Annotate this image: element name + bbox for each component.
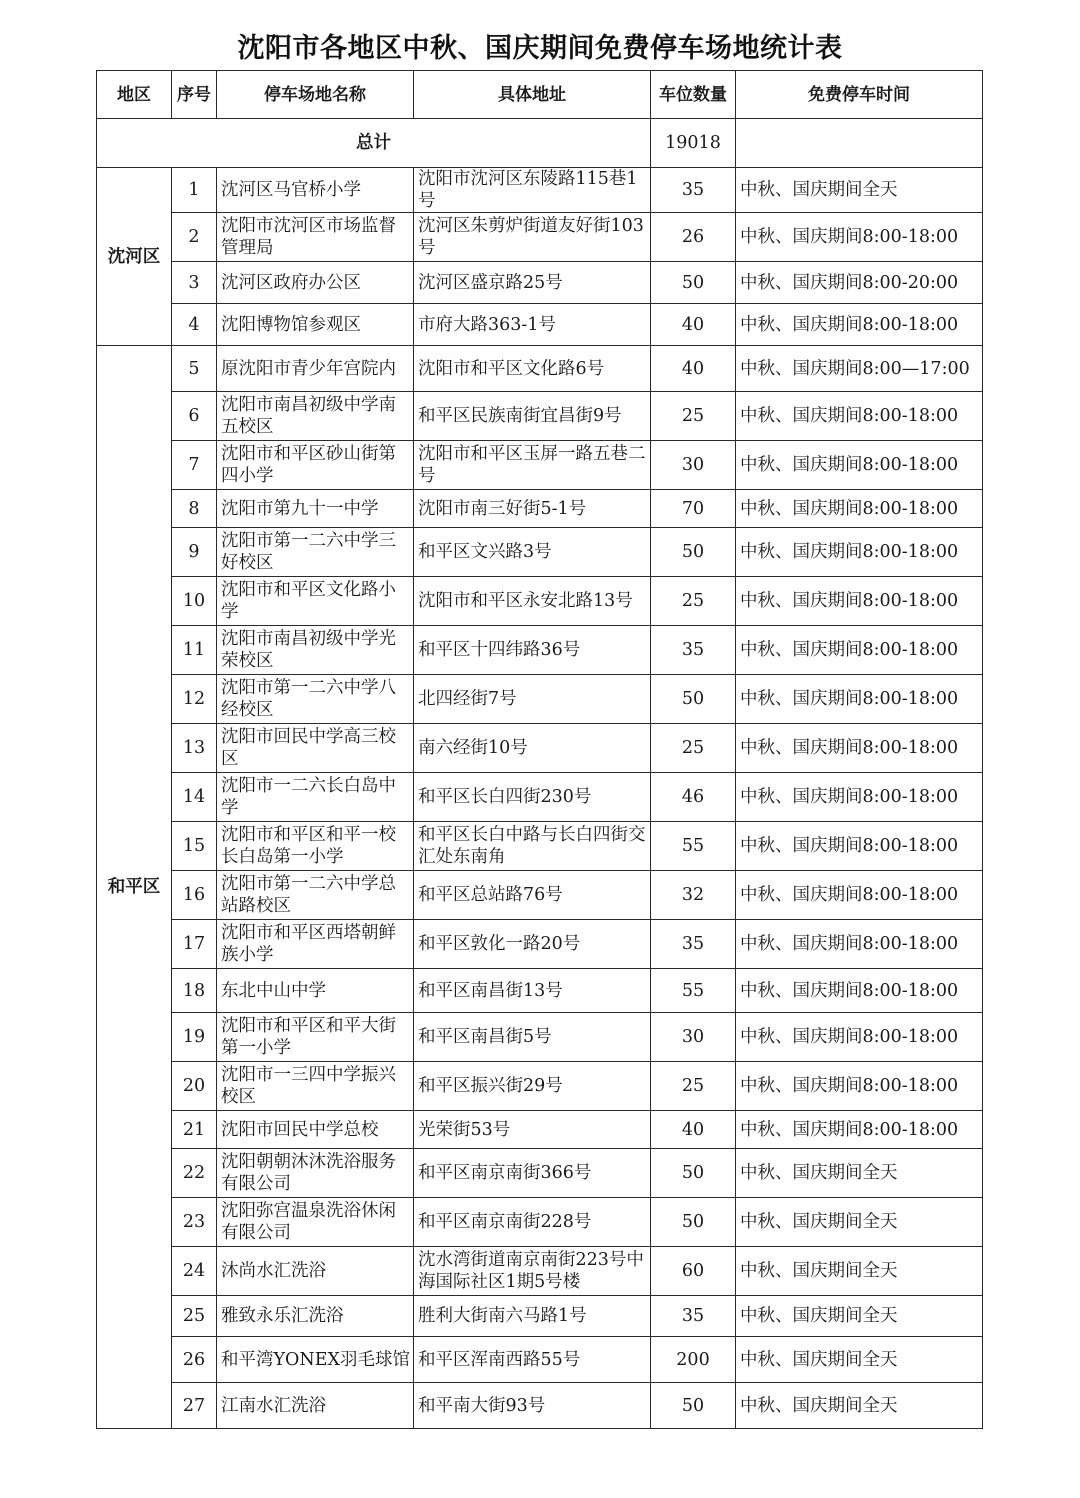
table-row (97, 528, 983, 577)
spaces-cell: 40 (651, 304, 736, 346)
spaces-cell: 55 (651, 969, 736, 1013)
name-cell: 沈阳朝朝沐沐洗浴服务有限公司 (217, 1149, 414, 1198)
address-cell: 和平区南昌街5号 (414, 1013, 651, 1062)
spaces-cell: 50 (651, 528, 736, 577)
address-cell: 沈阳市南三好街5-1号 (414, 490, 651, 528)
col-header-spaces: 车位数量 (651, 71, 736, 119)
address-cell: 和平区民族南街宜昌街9号 (414, 392, 651, 441)
seq-cell: 3 (172, 262, 217, 304)
time-cell: 中秋、国庆期间全天 (736, 168, 983, 213)
seq-cell: 17 (172, 920, 217, 969)
time-cell: 中秋、国庆期间8:00-18:00 (736, 528, 983, 577)
spaces-cell: 25 (651, 577, 736, 626)
address-cell: 和平区振兴街29号 (414, 1062, 651, 1111)
page-title: 沈阳市各地区中秋、国庆期间免费停车场地统计表 (237, 33, 843, 64)
name-cell: 沈阳市和平区西塔朝鲜族小学 (217, 920, 414, 969)
name-cell: 沈阳市第一二六中学三好校区 (217, 528, 414, 577)
seq-cell: 25 (172, 1296, 217, 1337)
seq-cell: 27 (172, 1383, 217, 1429)
time-cell: 中秋、国庆期间8:00-18:00 (736, 1111, 983, 1149)
time-cell: 中秋、国庆期间全天 (736, 1296, 983, 1337)
name-cell: 沈阳市和平区和平大街第一小学 (217, 1013, 414, 1062)
table-row (97, 1383, 983, 1429)
table-row (97, 577, 983, 626)
table-row (97, 969, 983, 1013)
table-row (97, 1337, 983, 1383)
address-cell: 北四经街7号 (414, 675, 651, 724)
address-cell: 沈河区盛京路25号 (414, 262, 651, 304)
address-cell: 和平区南京南街228号 (414, 1198, 651, 1247)
time-cell: 中秋、国庆期间8:00-18:00 (736, 675, 983, 724)
seq-cell: 6 (172, 392, 217, 441)
time-cell: 中秋、国庆期间全天 (736, 1383, 983, 1429)
spaces-cell: 50 (651, 675, 736, 724)
address-cell: 和平区南昌街13号 (414, 969, 651, 1013)
table-row (97, 920, 983, 969)
parking-table (96, 70, 983, 1429)
spaces-cell: 40 (651, 1111, 736, 1149)
time-cell: 中秋、国庆期间全天 (736, 1149, 983, 1198)
address-cell: 沈阳市沈河区东陵路115巷1号 (414, 168, 651, 213)
spaces-cell: 30 (651, 441, 736, 490)
table-row (97, 773, 983, 822)
spaces-cell: 60 (651, 1247, 736, 1296)
time-cell: 中秋、国庆期间8:00-18:00 (736, 724, 983, 773)
table-row (97, 724, 983, 773)
seq-cell: 7 (172, 441, 217, 490)
name-cell: 沐尚水汇洗浴 (217, 1247, 414, 1296)
address-cell: 胜利大街南六马路1号 (414, 1296, 651, 1337)
name-cell: 沈阳弥宫温泉洗浴休闲有限公司 (217, 1198, 414, 1247)
seq-cell: 19 (172, 1013, 217, 1062)
seq-cell: 2 (172, 213, 217, 262)
name-cell: 沈阳市和平区文化路小学 (217, 577, 414, 626)
time-cell: 中秋、国庆期间8:00-18:00 (736, 392, 983, 441)
col-header-address: 具体地址 (414, 71, 651, 119)
name-cell: 沈阳市第九十一中学 (217, 490, 414, 528)
seq-cell: 10 (172, 577, 217, 626)
name-cell: 沈阳博物馆参观区 (217, 304, 414, 346)
address-cell: 和平区长白中路与长白四街交汇处东南角 (414, 822, 651, 871)
seq-cell: 8 (172, 490, 217, 528)
table-row (97, 1296, 983, 1337)
name-cell: 江南水汇洗浴 (217, 1383, 414, 1429)
spaces-cell: 35 (651, 626, 736, 675)
table-row (97, 213, 983, 262)
address-cell: 市府大路363-1号 (414, 304, 651, 346)
spaces-cell: 25 (651, 1062, 736, 1111)
seq-cell: 16 (172, 871, 217, 920)
table-row (97, 822, 983, 871)
header-row (97, 71, 983, 119)
time-cell: 中秋、国庆期间8:00-18:00 (736, 490, 983, 528)
name-cell: 和平湾YONEX羽毛球馆 (217, 1337, 414, 1383)
spaces-cell: 50 (651, 1198, 736, 1247)
col-header-name: 停车场地名称 (217, 71, 414, 119)
table-row (97, 1062, 983, 1111)
total-row (97, 119, 983, 168)
name-cell: 沈阳市第一二六中学八经校区 (217, 675, 414, 724)
spaces-cell: 30 (651, 1013, 736, 1062)
address-cell: 和平南大街93号 (414, 1383, 651, 1429)
time-cell: 中秋、国庆期间8:00-20:00 (736, 262, 983, 304)
table-row (97, 346, 983, 392)
spaces-cell: 50 (651, 1149, 736, 1198)
time-cell: 中秋、国庆期间8:00-18:00 (736, 969, 983, 1013)
address-cell: 沈河区朱剪炉街道友好街103号 (414, 213, 651, 262)
total-label: 总计 (97, 119, 651, 168)
spaces-cell: 46 (651, 773, 736, 822)
seq-cell: 5 (172, 346, 217, 392)
name-cell: 沈河区马官桥小学 (217, 168, 414, 213)
time-cell: 中秋、国庆期间8:00-18:00 (736, 822, 983, 871)
table-row (97, 441, 983, 490)
name-cell: 沈阳市第一二六中学总站路校区 (217, 871, 414, 920)
address-cell: 南六经街10号 (414, 724, 651, 773)
time-cell: 中秋、国庆期间全天 (736, 1198, 983, 1247)
address-cell: 光荣街53号 (414, 1111, 651, 1149)
seq-cell: 26 (172, 1337, 217, 1383)
address-cell: 和平区总站路76号 (414, 871, 651, 920)
seq-cell: 21 (172, 1111, 217, 1149)
time-cell: 中秋、国庆期间全天 (736, 1247, 983, 1296)
spaces-cell: 26 (651, 213, 736, 262)
table-row (97, 1247, 983, 1296)
name-cell: 沈阳市沈河区市场监督管理局 (217, 213, 414, 262)
address-cell: 和平区南京南街366号 (414, 1149, 651, 1198)
time-cell: 中秋、国庆期间8:00-18:00 (736, 1062, 983, 1111)
table-row (97, 490, 983, 528)
table-row (97, 626, 983, 675)
table-row (97, 304, 983, 346)
address-cell: 和平区十四纬路36号 (414, 626, 651, 675)
name-cell: 雅致永乐汇洗浴 (217, 1296, 414, 1337)
time-cell: 中秋、国庆期间8:00-18:00 (736, 304, 983, 346)
total-empty-cell (736, 119, 983, 168)
spaces-cell: 35 (651, 920, 736, 969)
seq-cell: 20 (172, 1062, 217, 1111)
name-cell: 沈河区政府办公区 (217, 262, 414, 304)
name-cell: 东北中山中学 (217, 969, 414, 1013)
name-cell: 沈阳市回民中学总校 (217, 1111, 414, 1149)
table-row (97, 1111, 983, 1149)
time-cell: 中秋、国庆期间全天 (736, 1337, 983, 1383)
col-header-seq: 序号 (172, 71, 217, 119)
col-header-region: 地区 (97, 71, 172, 119)
spaces-cell: 35 (651, 168, 736, 213)
seq-cell: 22 (172, 1149, 217, 1198)
spaces-cell: 35 (651, 1296, 736, 1337)
table-row (97, 1149, 983, 1198)
table-row (97, 392, 983, 441)
spaces-cell: 50 (651, 1383, 736, 1429)
seq-cell: 18 (172, 969, 217, 1013)
address-cell: 和平区长白四街230号 (414, 773, 651, 822)
table-row (97, 1013, 983, 1062)
spaces-cell: 25 (651, 724, 736, 773)
seq-cell: 1 (172, 168, 217, 213)
address-cell: 和平区文兴路3号 (414, 528, 651, 577)
seq-cell: 13 (172, 724, 217, 773)
time-cell: 中秋、国庆期间8:00-18:00 (736, 1013, 983, 1062)
spaces-cell: 200 (651, 1337, 736, 1383)
spaces-cell: 32 (651, 871, 736, 920)
time-cell: 中秋、国庆期间8:00—17:00 (736, 346, 983, 392)
address-cell: 沈阳市和平区文化路6号 (414, 346, 651, 392)
seq-cell: 15 (172, 822, 217, 871)
time-cell: 中秋、国庆期间8:00-18:00 (736, 626, 983, 675)
address-cell: 和平区敦化一路20号 (414, 920, 651, 969)
time-cell: 中秋、国庆期间8:00-18:00 (736, 213, 983, 262)
col-header-time: 免费停车时间 (736, 71, 983, 119)
spaces-cell: 70 (651, 490, 736, 528)
address-cell: 沈阳市和平区玉屏一路五巷二号 (414, 441, 651, 490)
name-cell: 原沈阳市青少年宫院内 (217, 346, 414, 392)
region-cell: 沈河区 (97, 168, 172, 346)
seq-cell: 14 (172, 773, 217, 822)
time-cell: 中秋、国庆期间8:00-18:00 (736, 773, 983, 822)
table-row (97, 262, 983, 304)
name-cell: 沈阳市回民中学高三校区 (217, 724, 414, 773)
time-cell: 中秋、国庆期间8:00-18:00 (736, 441, 983, 490)
seq-cell: 12 (172, 675, 217, 724)
name-cell: 沈阳市南昌初级中学光荣校区 (217, 626, 414, 675)
region-cell: 和平区 (97, 346, 172, 1429)
seq-cell: 11 (172, 626, 217, 675)
name-cell: 沈阳市和平区和平一校长白岛第一小学 (217, 822, 414, 871)
time-cell: 中秋、国庆期间8:00-18:00 (736, 577, 983, 626)
name-cell: 沈阳市和平区砂山街第四小学 (217, 441, 414, 490)
seq-cell: 24 (172, 1247, 217, 1296)
name-cell: 沈阳市南昌初级中学南五校区 (217, 392, 414, 441)
seq-cell: 9 (172, 528, 217, 577)
table-row (97, 871, 983, 920)
table-row (97, 168, 983, 213)
table-row (97, 675, 983, 724)
name-cell: 沈阳市一二六长白岛中学 (217, 773, 414, 822)
address-cell: 沈水湾街道南京南街223号中海国际社区1期5号楼 (414, 1247, 651, 1296)
time-cell: 中秋、国庆期间8:00-18:00 (736, 920, 983, 969)
spaces-cell: 55 (651, 822, 736, 871)
seq-cell: 23 (172, 1198, 217, 1247)
time-cell: 中秋、国庆期间8:00-18:00 (736, 871, 983, 920)
seq-cell: 4 (172, 304, 217, 346)
address-cell: 和平区浑南西路55号 (414, 1337, 651, 1383)
name-cell: 沈阳市一三四中学振兴校区 (217, 1062, 414, 1111)
address-cell: 沈阳市和平区永安北路13号 (414, 577, 651, 626)
total-value: 19018 (651, 119, 736, 168)
table-row (97, 1198, 983, 1247)
spaces-cell: 50 (651, 262, 736, 304)
spaces-cell: 25 (651, 392, 736, 441)
spaces-cell: 40 (651, 346, 736, 392)
